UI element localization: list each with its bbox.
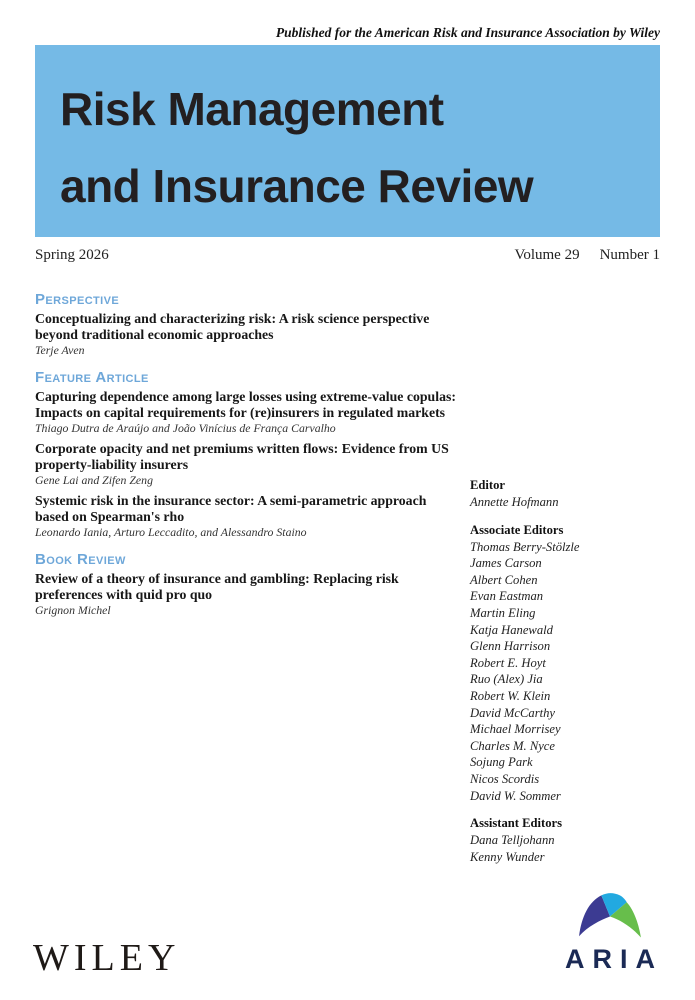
article-authors: Terje Aven: [35, 343, 85, 357]
section-heading: Feature Article: [35, 369, 149, 386]
assistant-editors-group: [470, 815, 685, 865]
assistant-editors-heading: Assistant Editors: [470, 816, 563, 831]
article-authors: Leonardo Iania, Arturo Leccadito, and Alessandro Staino: [35, 525, 307, 539]
publisher-line: Published for the American Risk and Insurance Association by Wiley: [275, 25, 660, 40]
section-feature-article: [35, 370, 460, 539]
aria-arch-icon: [572, 888, 648, 940]
journal-title: [60, 71, 533, 225]
associate-editors-heading: Associate Editors: [470, 522, 564, 537]
associate-editors-group: [470, 522, 685, 805]
associate-editor-name: David McCarthy: [470, 705, 555, 720]
associate-editor-name: Nicos Scordis: [470, 771, 540, 786]
associate-editor-name: Glenn Harrison: [470, 639, 551, 654]
article-title: Capturing dependence among large losses using extreme-value copulas: Impacts on capital requirements for (re)insurers in regulated markets: [35, 389, 456, 420]
associate-editor-name: Robert E. Hoyt: [470, 655, 546, 670]
associate-editor-name: Albert Cohen: [470, 572, 538, 587]
assistant-editor-name: Dana Telljohann: [470, 833, 555, 848]
section-book-review: [35, 552, 460, 617]
journal-title-line2: and Insurance Review: [60, 160, 534, 212]
associate-editor-name: David W. Sommer: [470, 788, 561, 803]
article-authors: Thiago Dutra de Araújo and João Vinícius de França Carvalho: [35, 421, 336, 435]
issue-season: Spring 2026: [35, 247, 109, 263]
section-perspective: [35, 292, 460, 357]
article-authors: Gene Lai and Zifen Zeng: [35, 473, 153, 487]
associate-editor-name: Michael Morrisey: [470, 722, 561, 737]
article-title: Conceptualizing and characterizing risk: A risk science perspective beyond traditional economic approaches: [35, 311, 430, 342]
associate-editor-name: Sojung Park: [470, 755, 533, 770]
editor-heading: Editor: [470, 478, 505, 492]
journal-title-line1: Risk Management: [60, 83, 444, 135]
associate-editor-name: James Carson: [470, 556, 542, 571]
associate-editor-name: Thomas Berry-Stölzle: [470, 539, 580, 554]
aria-wordmark: ARIA: [565, 944, 663, 974]
section-heading: Perspective: [35, 291, 120, 308]
associate-editor-name: Robert W. Klein: [470, 688, 551, 703]
associate-editor-name: Ruo (Alex) Jia: [470, 672, 543, 687]
issue-volume: Volume 29: [514, 247, 580, 263]
assistant-editor-name: Kenny Wunder: [470, 849, 545, 864]
issue-info-row: [35, 247, 660, 264]
editorial-board: [470, 477, 685, 876]
editor-name: Annette Hofmann: [470, 495, 559, 509]
editor-group: [470, 477, 685, 511]
wiley-logo: WILEY: [33, 937, 181, 979]
associate-editor-name: Katja Hanewald: [470, 622, 553, 637]
article-title: Corporate opacity and net premiums written flows: Evidence from US property-liability insurers: [35, 441, 449, 472]
issue-number: Number 1: [599, 247, 660, 263]
article-authors: Grignon Michel: [35, 603, 111, 617]
aria-logo: [558, 888, 662, 975]
masthead-banner: [35, 45, 660, 237]
table-of-contents: [35, 292, 460, 623]
section-heading: Book Review: [35, 551, 126, 568]
article-title: Review of a theory of insurance and gambling: Replacing risk preferences with quid pro quo: [35, 571, 399, 602]
associate-editor-name: Martin Eling: [470, 605, 536, 620]
article-title: Systemic risk in the insurance sector: A semi-parametric approach based on Spearman's rho: [35, 493, 427, 524]
associate-editor-name: Evan Eastman: [470, 589, 544, 604]
associate-editor-name: Charles M. Nyce: [470, 738, 555, 753]
